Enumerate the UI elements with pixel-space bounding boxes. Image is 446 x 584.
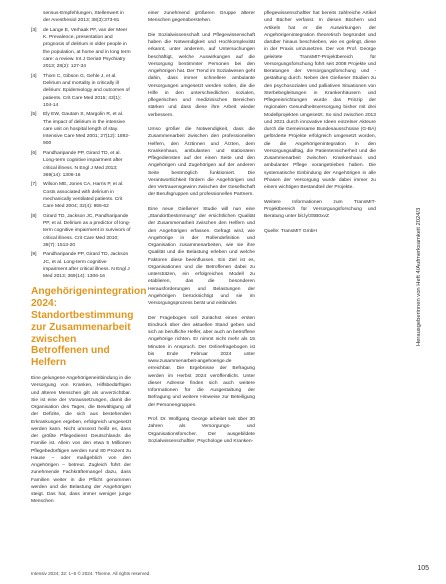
reference-number: [9] [31, 252, 37, 258]
reference-text: Pandharipande PP, Girard TD, Jackson JC, et al. Long-term cognitive impairment after critical illness. N Engl J Med 2013; 369(14): 1306-16 [43, 252, 130, 280]
reference-text: Wilson ME, Jones CA, Harris P, et al. Costs associated with delirium in mechanically ventilated patients. Crit Care Med 2004; 32(4): 955-62 [43, 182, 124, 210]
body-paragraph: Die Sozialwissenschaft und Pflegewissenschaft haben die Notwendigkeit und Hochkomplexität erkannt, unter anderem, auf Untersuchungen beschäftigt, welche Auswirkungen auf die Versorgung bestimmter Personen bei den Angehörigen hat. Der Trend im Sozialwesen geht dahin, dass immer schnellere ambulante Versorgungen umgesetzt werden sollen, die die Hilfe in den unterschiedlichen sozialen, pflegerischen und medizinischen Bereichen stärken und dass diese ihre Arbeit wieder verbessern. [148, 32, 255, 118]
reference-item [31, 150, 131, 179]
reference-number: [3] [31, 27, 37, 33]
reference-text: sensus-Empfehlungen, Stellenwert in der Anesthesiol 2013; 38(3):373-81 [43, 11, 124, 24]
vertical-sidebar-label [414, 14, 424, 344]
reference-list [31, 10, 131, 280]
body-paragraph: einer zunehmend größeren Gruppe älterer Menschen gegenüberstehen. [148, 11, 255, 24]
reference-number: [6] [31, 151, 37, 157]
reference-number: [4] [31, 73, 37, 79]
reference-text: Thom C, Gibson G, Gehle J, et al. Delirium and mortality in critically ill delirium: Epidemiology and outcomes of patients. Crit Care Med 2015; 43(1): 104-14 [43, 73, 130, 108]
reference-number: [8] [31, 213, 37, 219]
reference-item [31, 73, 131, 109]
reference-item [31, 181, 131, 210]
column-2 [148, 10, 255, 452]
body-paragraph: Eine gelungene Angehörigeneinbindung in die Versorgung von Kranken, Hilfsbedürftigen und älteren Menschen gilt als unverzichtbar. Sie ist eine der Voraussetzungen, damit die Organisation des Tages, die Bewältigung all der Defizite, die sich aus bestehenden Erkrankungen ergeben, erfolgreich umgesetzt werden kann. Nicht umsonst heißt es, dass der größte Pflegedienst Deutschlands die Familie ist. Allein von den etwa 5 Millionen Pflegebedürftigen werden rund 80 Prozent zu Hause – oder maßgeblich von den Angehörigen – betreut. Zugleich führt der zunehmende Fachkräftemangel dazu, dass Familien weiter in die Pflicht genommen werden und die Belastung der Angehörigen steigt. Das hat, dass immer weniger junge Menschen [31, 376, 131, 505]
reference-number: [5] [31, 112, 37, 118]
body-paragraph: Prof. Dr. Wolfgang George arbeitet seit über 30 Jahren als Versorgungs- und Organisationsforscher. Der ausgebildete Sozialwissenschaftler, Psychologe und Kranken- [148, 417, 255, 444]
body-paragraph: Der Fragebogen soll zunächst einen ersten Eindruck über den aktuellen Stand geben und sich an berufliche Helfer, aber auch an betroffene Angehörige richten. Er nimmt nicht mehr als 15 Minuten in Anspruch. Der Onlinefragebogen ist bis Ende Februar 2024 unter www.zusammenarbeit-angehoerige.de erreichbar. Die Ergebnisse der Befragung werden im Herbst 2024 veröffentlicht. Unter dieser Adresse finden sich auch weitere Informationen für die Ausgestaltung der Befragung und weitere Hinweise zur Beteiligung der Personengruppen. [148, 315, 255, 408]
body-paragraph: Eine neue Gießener Studie will nun eine „Standortbestimmung“ der ersichtlichen Qualität der Zusammenarbeit zwischen den Helfern und den Angehörigen erfassen. Gefragt wird, wie Angehörige in der Rollendefinition und Organisation zusammenarbeiten, wie sie ihre Qualität und die Belastung erleben und welche Faktoren diese beeinflussen. Ein Ziel ist es, Organisationen und die Betroffenen dabei zu unterstützen, ein erfolgreiches Modell zu etablieren, das die besonderen Herausforderungen und Belastungen der Angehörigen berücksichtigt und sie im Versorgungsprozess berät und einbindet. [148, 206, 255, 306]
reference-text: Girard TD, Jackson JC, Pandharipande PP, et al. Delirium as a predictor of long-term cognitive impairment in survivors of critical illness. Crit Care Med 2010; 38(7): 1513-20 [43, 213, 131, 248]
page-footer: Intensiv 2024; 32: 1–5 © 2024. Thieme. All rights reserved. [31, 571, 151, 576]
body-paragraph: Umso größer die Notwendigkeit, dass die Zusammenarbeit zwischen den professionellen Helfern, den Ärztinnen und Ärzten, dem Krankenhaus, ambulanten und stationären Pflegediensten auf der einen Seite und den Angehörigen und Zugehörigen auf der anderen Seite bestmöglich funktioniert. Die Verantwortlichkeit fördern die Angehörigen und den Vertrauensgewinn zwischen der Gesellschaft der Berufsgruppen und professionellen Partnern. [148, 127, 255, 198]
reference-text: Pandharipande PP, Girard TD, et al. Long-term cognitive impairment after critical illness. N Engl J Med 2013; 369(14): 1306-16 [43, 151, 123, 178]
column-1 [31, 10, 147, 513]
source-line: Quelle: TransMIT GmbH [264, 228, 317, 234]
reference-item [31, 27, 131, 71]
page-number: 105 [417, 565, 429, 572]
reference-item [31, 213, 131, 249]
info-paragraph: Weitere Informationen zum TransMIT-Projektbereich für Versorgungsforschung und Beratung unter bit.ly/3SB0xvZ [264, 199, 376, 219]
reference-text: Ely EW, Gautam S, Margolin R, et al. The impact of delirium in the intensive care unit on hospital length of stay. Intensive Care Med 2001; 27(12): 1892-900 [43, 112, 130, 147]
body-paragraph: pflegewissenschaftler hat bereits zahlreiche Artikel und Bücher verfasst. In diesen Büchern und Artikeln hat er die Auswirkungen der Angehörigenintegration theoretisch begründet und darüber hinaus beschrieben, wie es gelingt, diese in der Praxis umzusetzen. Der von Prof. George geleitete TransMIT-Projektbereich für Versorgungsforschung führt seit 2008 Projekte und Beratungen der Versorgungsforschung und -gestaltung durch. Neben den Gießener Studien zu den psychosozialen und palliativen Situationen von Sterbebegleitungen in Krankenhäusern und Pflegeeinrichtungen wurde das Prinzip der regionalen Gesundheitsversorgung bisher mit drei Modellprojekten umgesetzt. So sind zwischen 2013 und 2021 durch innovative Ideen einzelner Akteure durch die Gemeinsame Bundesausschüsse (G-BA) geförderte Projekte erfolgreich umgesetzt worden, die die Angehörigenintegration in den Versorgungsalltag, die Patientensicherheit und die Zusammenarbeit zwischen Krankenhaus und ambulanter Pflege vorangetrieben haben. Die systematische Einbindung der Angehörigen in alle Phasen der Versorgung wurde dabei immer zu einem wichtigen Bestandteil der Projekte. [264, 11, 376, 190]
reference-item [31, 10, 131, 25]
reference-text: de Lange E, Verhaak PF, van der Meer K. Prevalence, presentation and prognosis of delirium in older people in the population, at home and in long term care: a review. Int J Geriatr Psychiatry 2013; 28(2): 127-34 [43, 27, 131, 70]
reference-number: [7] [31, 182, 37, 188]
reference-item [31, 111, 131, 147]
column-3 [264, 10, 376, 242]
reference-item [31, 251, 131, 280]
sidebar-text: Herausgeberinnen von Heft 4/Aufmerksamkeit 2024/3 [416, 207, 422, 346]
article-heading: Angehörigenintegration 2024: Standortbestimmung zur Zusammenarbeit zwischen Betroffenen und Helfern [31, 286, 147, 369]
